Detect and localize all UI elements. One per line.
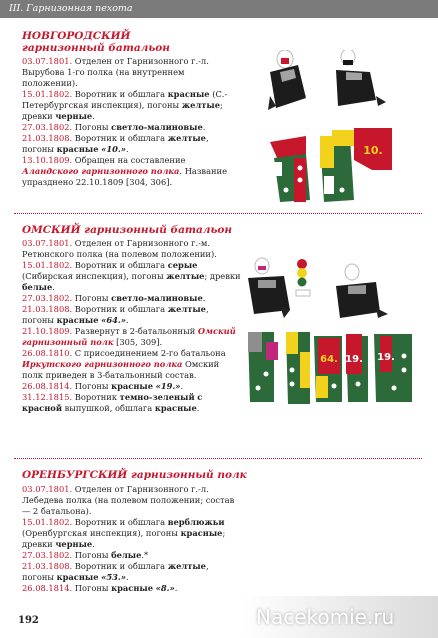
entry-text: Погоны [72,583,112,593]
color-term: «64.» [101,315,126,325]
color-term: серые [167,260,198,270]
title-line: НОВГОРОДСКИЙ [22,30,131,42]
entries-omsk [22,238,242,414]
unit-name: Иркутского гарнизонного полка [22,359,183,369]
title-line: ОРЕНБУРГСКИЙ гарнизонный полк [22,469,247,481]
entry-text: Воротник и обшлага [72,260,168,270]
history-entry [22,260,242,293]
color-term: «53.» [101,572,126,582]
history-entry [22,392,242,414]
entry-date: 03.07.1801. [22,484,73,494]
entry-date: 27.03.1802. [22,550,73,560]
unit-name: Омский гарнизонный полк [22,326,236,347]
color-term: красные [167,89,210,99]
title-line: гарнизонный батальон [22,42,170,54]
section-title-novgorod [22,30,170,54]
entry-date: 21.03.1808. [22,304,73,314]
title-line: ОМСКИЙ гарнизонный батальон [22,224,233,236]
entry-text: , погоны [22,561,209,582]
entry-text: .* [141,550,149,560]
entry-date: 13.10.1809. [22,155,73,165]
collar-cuff-figure [248,332,278,402]
section-title-orenburg [22,469,247,481]
entry-text: . [125,572,129,582]
entry-text: . [202,293,206,303]
entry-text: Обращен на составление [72,155,186,165]
color-term: верблюжьи [167,517,225,527]
entry-text: Воротник и обшлага [72,89,168,99]
novgorod-uniform-figures [258,50,408,210]
entry-text: (Оренбургская инспекция), погоны [22,528,181,538]
color-term: красные [180,528,223,538]
entry-text: Воротник и обшлага [72,517,168,527]
color-term: «8.» [155,583,175,593]
entry-date: 26.08.1814. [22,583,73,593]
entry-text: . [202,122,206,132]
entry-text: ; древки [204,271,241,281]
entry-date: 26.08.1814. [22,381,73,391]
entry-text: . [196,403,200,413]
history-entry [22,561,242,583]
watermark [240,596,438,638]
history-entry [22,293,242,304]
color-term: красные [111,583,154,593]
entry-text: ; древки [22,100,223,121]
history-entry [22,550,242,561]
history-entry [22,583,242,594]
entry-date: 26.08.1810. [22,348,73,358]
entry-text: Погоны [72,122,112,132]
entry-text: Погоны [72,550,112,560]
color-term: с красной [22,392,203,413]
color-term: «19.» [155,381,181,391]
entry-text: Отделен от Гарнизонного г.-м. Ретюнского полка (на полевом положении). [22,238,217,259]
entry-date: 21.10.1809. [22,326,73,336]
history-entry [22,238,242,260]
history-entry [22,133,242,155]
epaulette-number: 64. [320,354,338,365]
entry-text: , погоны [22,133,209,154]
history-entry [22,56,242,89]
entries-orenburg [22,484,242,594]
unit-name: Аландского гарнизонного полка [22,166,180,176]
entry-text: Омский полк приведен в 3-батальонный состав. [22,359,220,380]
epaulette-number: 19. [377,352,395,363]
epaulette-number: 19. [345,354,363,365]
entry-date: 27.03.1802. [22,122,73,132]
entry-text: . [125,144,129,154]
collar-cuff-figure [314,336,342,402]
entries-novgorod [22,56,242,188]
collar-cuff-figure [346,334,368,402]
history-entry [22,304,242,326]
color-term: темно-зеленый [119,392,195,402]
section-divider [14,213,422,214]
entry-date: 03.07.1801. [22,238,73,248]
history-entry [22,122,242,133]
color-term: красные [56,144,99,154]
entry-date: 15.01.1802. [22,260,73,270]
color-term: красные [56,572,99,582]
entry-text: [305, 309]. [113,337,163,347]
entry-text: . [125,315,129,325]
collar-cuff-figure [286,332,310,404]
entry-text: Погоны [72,381,112,391]
history-entry [22,348,242,381]
entry-text: . Название упразднено 22.10.1809 [304, 306]. [22,166,227,187]
color-term: «10.» [101,144,126,154]
entry-text: (С.-Петербургская инспекция), погоны [22,89,228,110]
entry-text: С присоединением 2-го батальона [72,348,226,358]
section-divider [14,458,422,459]
entry-text: Погоны [72,293,112,303]
color-term: желтые [167,304,206,314]
header-title: III. Гарнизонная пехота [9,3,133,14]
collar-cuff-figure [374,334,412,402]
entry-text: Воротник и обшлага [72,133,168,143]
color-term: желтые [167,133,206,143]
entry-text: Развернут в 2-батальонный [72,326,198,336]
history-entry [22,484,242,517]
color-term: белые [111,550,142,560]
collar-cuff-figure [320,128,392,202]
entry-date: 03.07.1801. [22,56,73,66]
page-header [0,0,438,18]
color-term: красные [154,403,197,413]
color-term: белые [22,282,53,292]
color-term: желтые [181,100,220,110]
entry-text: . [174,583,178,593]
color-term: светло-малиновые [111,122,203,132]
collar-cuff-figure [270,136,310,202]
epaulette-number: 10. [363,144,383,157]
entry-text: , погоны [22,304,209,325]
history-entry [22,155,242,188]
entry-text: ; древки [22,528,226,549]
entry-text: Отделен от Гарнизонного г.-л. Лебедева полка (на полевом положении; состав — 2 батальона). [22,484,235,516]
entry-date: 31.12.1815. [22,392,73,402]
omsk-uniform-figures [244,252,432,452]
color-term: желтые [167,561,206,571]
entry-date: 15.01.1802. [22,89,73,99]
page-number: 192 [18,615,39,626]
color-term: красные [56,315,99,325]
shako-figure [296,259,310,296]
shako-figure [248,258,290,318]
shako-figure [268,50,306,110]
color-term: красные [111,381,154,391]
entry-date: 21.03.1808. [22,561,73,571]
history-entry [22,381,242,392]
color-term: черные [55,539,93,549]
entry-text: выпушкой, обшлага [61,403,155,413]
shako-figure [336,264,388,318]
history-entry [22,517,242,550]
entry-text: Отделен от Гарнизонного г.-л. Вырубова 1-го полка (на внутреннем положении). [22,56,209,88]
entry-text: (Сибирская инспекция), погоны [22,271,167,281]
entry-date: 27.03.1802. [22,293,73,303]
entry-text: . [180,381,184,391]
entry-date: 21.03.1808. [22,133,73,143]
entry-text: Воротник и обшлага [72,561,168,571]
entry-text: Воротник [72,392,120,402]
color-term: желтые [166,271,205,281]
entry-date: 15.01.1802. [22,517,73,527]
section-title-omsk [22,224,232,236]
color-term: светло-малиновые [111,293,203,303]
entry-text: . [52,282,55,292]
entry-text: . [92,539,95,549]
entry-text: . [92,111,95,121]
history-entry [22,326,242,348]
history-entry [22,89,242,122]
watermark-text: Nacekomie.ru [256,605,395,629]
entry-text: Воротник и обшлага [72,304,168,314]
color-term: черные [55,111,93,121]
shako-figure [336,50,386,106]
